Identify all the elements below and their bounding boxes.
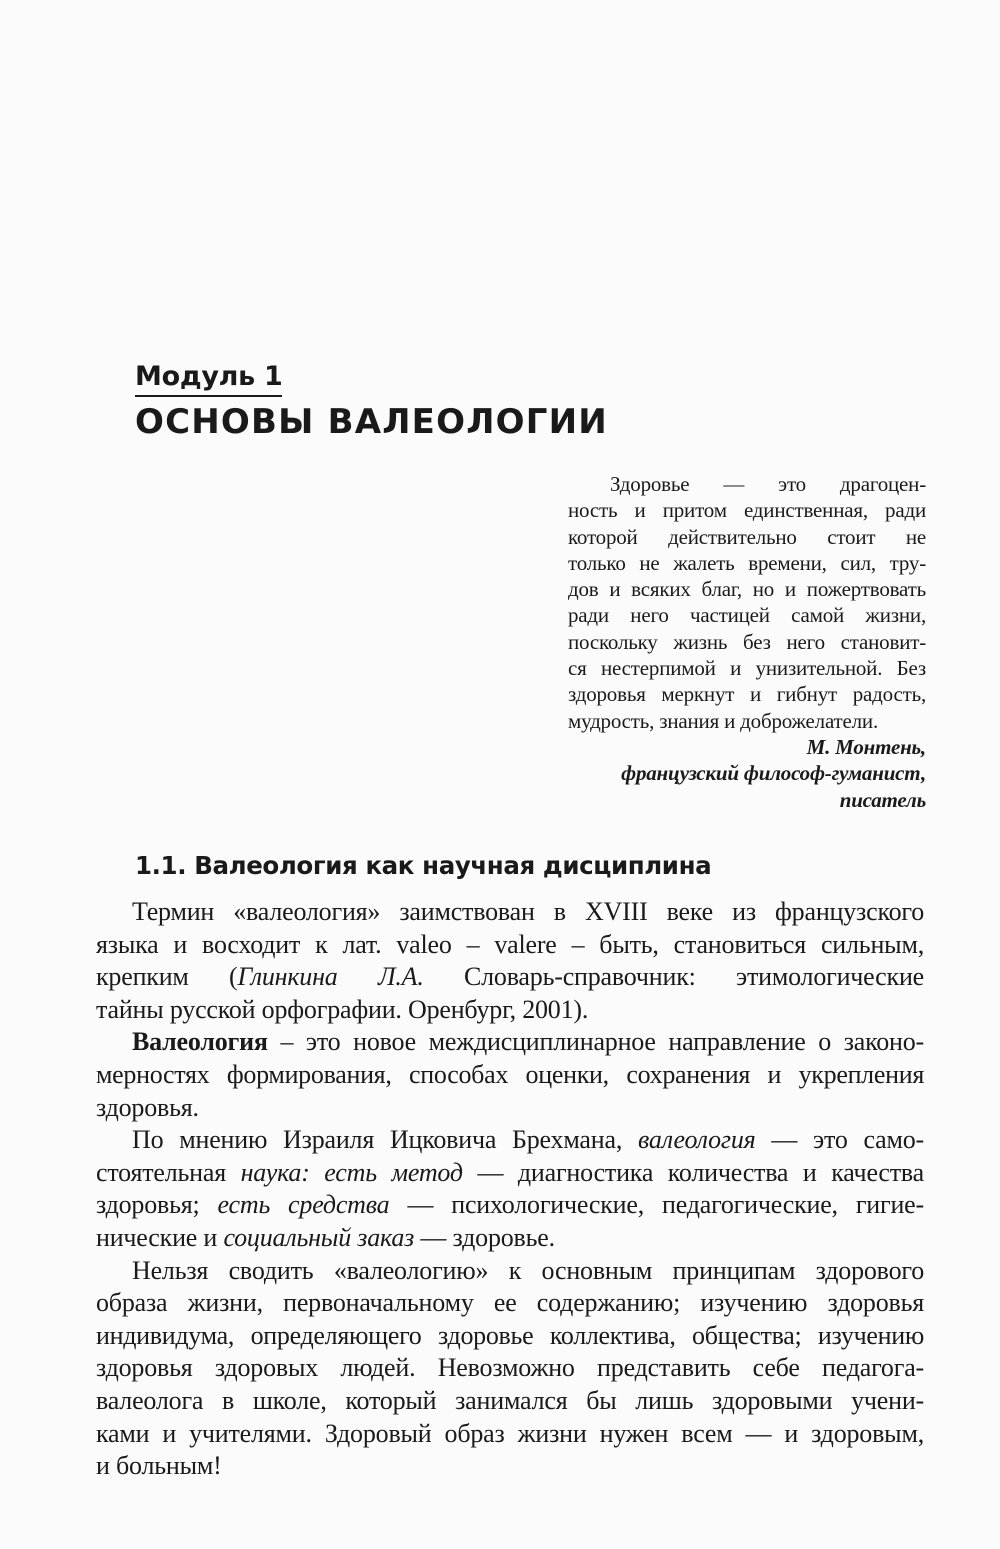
text-run: Словарь-справочник: этимологические xyxy=(423,962,925,992)
epigraph-line: ся нестерпимой и унизительной. Без xyxy=(568,656,926,681)
emphasis: социальный заказ xyxy=(223,1222,415,1252)
section-heading: 1.1. Валеология как научная дисциплина xyxy=(135,851,712,880)
text-line xyxy=(96,961,924,994)
emphasis: есть средства xyxy=(217,1190,390,1220)
epigraph-line: поскольку жизнь без него становит- xyxy=(568,629,926,654)
text-run: — психологические, педагогические, гигие- xyxy=(389,1190,924,1220)
emphasis: наука: есть метод xyxy=(240,1157,463,1187)
paragraph-2 xyxy=(96,1026,924,1124)
text-line: и больным! xyxy=(96,1451,222,1481)
epigraph-line: только не жалеть времени, сил, тру- xyxy=(568,550,926,575)
epigraph-line: здоровья меркнут и гибнут радость, xyxy=(568,682,926,707)
text-line: индивидума, определяющего здоровье коллектива, общества; изучению xyxy=(96,1320,924,1350)
reference-author: Глинкина Л.А. xyxy=(237,962,424,992)
text-line xyxy=(96,1189,924,1222)
text-run: По мнению Израиля Ицковича Брехмана, xyxy=(132,1125,638,1155)
text-run: здоровья; xyxy=(96,1190,218,1220)
text-run: — диагностика количества и качества xyxy=(462,1157,925,1187)
text-line xyxy=(96,1124,924,1157)
text-run: — здоровье. xyxy=(414,1222,555,1252)
text-line xyxy=(96,1026,924,1059)
epigraph-line: мудрость, знания и доброжелатели. xyxy=(568,708,878,733)
text-run: стоятельная xyxy=(96,1157,241,1187)
epigraph-author: М. Монтень, xyxy=(806,734,926,759)
text-line: здоровья. xyxy=(96,1092,199,1122)
module-label: Модуль 1 xyxy=(135,360,282,397)
text-line: валеолога в школе, который занимался бы лишь здоровыми учени- xyxy=(96,1385,924,1415)
term-valeology: Валеология xyxy=(132,1027,268,1057)
epigraph xyxy=(568,471,926,813)
paragraph-4 xyxy=(96,1255,924,1483)
text-run: нические и xyxy=(96,1222,224,1252)
epigraph-line: ради него частицей самой жизни, xyxy=(568,603,926,628)
epigraph-author-role: французский философ-гуманист, xyxy=(621,761,926,786)
text-line: Термин «валеология» заимствован в XVIII веке из французского xyxy=(132,897,924,926)
module-title: ОСНОВЫ ВАЛЕОЛОГИИ xyxy=(135,402,608,442)
text-line xyxy=(96,1157,924,1190)
body-text xyxy=(96,896,924,1483)
epigraph-line: дов и всяких благ, но и пожертвовать xyxy=(568,577,926,602)
text-line: мерностях формирования, способах оценки, сохранения и укрепления xyxy=(96,1059,924,1089)
epigraph-line: Здоровье — это драгоцен- xyxy=(610,472,926,496)
paragraph-3 xyxy=(96,1124,924,1254)
text-line: языка и восходит к лат. valeo – valere – быть, становиться сильным, xyxy=(96,929,924,959)
emphasis: валеология xyxy=(637,1125,756,1155)
epigraph-author-role: писатель xyxy=(839,787,926,812)
text-line: ками и учителями. Здоровый образ жизни нужен всем — и здоровым, xyxy=(96,1418,924,1448)
text-line: образа жизни, первоначальному ее содержанию; изучению здоровья xyxy=(96,1288,924,1318)
text-line: тайны русской орфографии. Оренбург, 2001). xyxy=(96,994,589,1024)
text-run: – это новое междисциплинарное направление о законо- xyxy=(267,1027,924,1057)
text-line xyxy=(96,1222,924,1255)
paragraph-1 xyxy=(96,896,924,1026)
text-run: — это само- xyxy=(755,1125,924,1155)
text-line: Нельзя сводить «валеологию» к основным принципам здорового xyxy=(132,1255,924,1285)
epigraph-line: которой действительно стоит не xyxy=(568,524,926,549)
text-run: крепким ( xyxy=(96,962,238,992)
epigraph-line: ность и притом единственная, ради xyxy=(568,498,926,523)
text-line: здоровья здоровых людей. Невозможно представить себе педагога- xyxy=(96,1353,924,1383)
